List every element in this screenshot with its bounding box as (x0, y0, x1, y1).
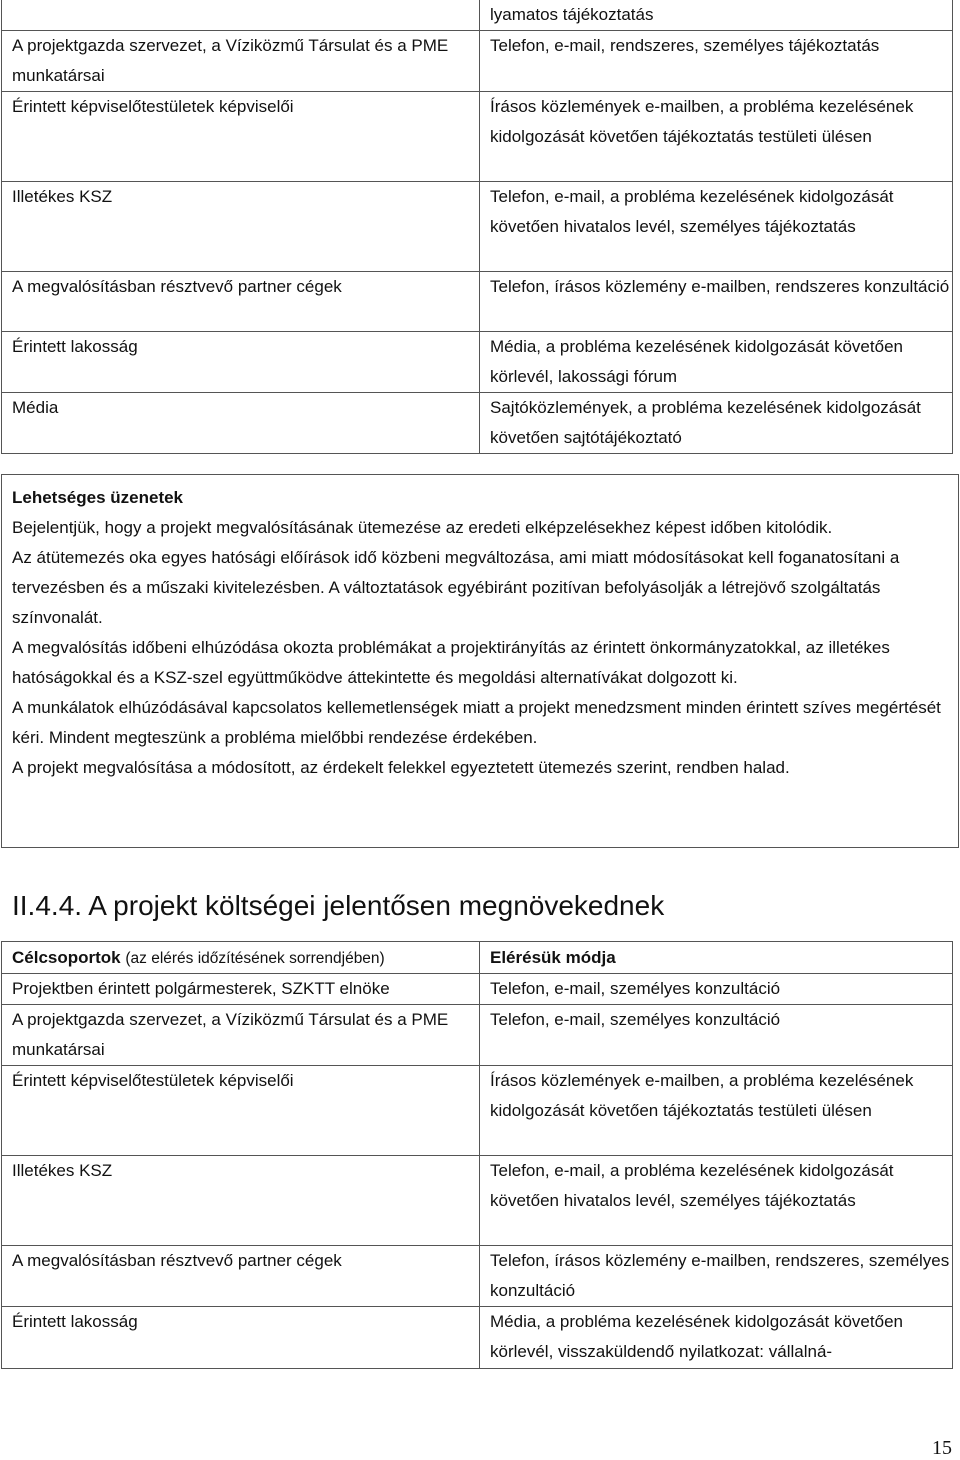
table-cell-method: Média, a probléma kezelésének kidolgozását követően körlevél, lakossági fórum (480, 332, 953, 393)
table-cell-method: Telefon, e-mail, rendszeres, személyes tájékoztatás (480, 31, 953, 92)
header-access-method: Elérésük módja (480, 942, 953, 974)
header-target-groups (2, 942, 480, 974)
page-number: 15 (932, 1437, 952, 1459)
message-paragraph: A munkálatok elhúzódásával kapcsolatos kellemetlenségek miatt a projekt menedzsment minden érintett szíves megértését kéri. Mindent megteszünk a probléma mielőbbi rendezése érdekében. (12, 698, 941, 747)
table-cell-method: Telefon, írásos közlemény e-mailben, rendszeres konzultáció (480, 272, 953, 332)
table-row (2, 393, 953, 454)
table-cell-target: A projektgazda szervezet, a Víziközmű Társulat és a PME munkatársai (2, 31, 480, 92)
table-cell-method: Írásos közlemények e-mailben, a probléma kezelésének kidolgozását követően tájékoztatás testületi ülésen (480, 92, 953, 182)
table-cell-target: A megvalósításban résztvevő partner cégek (2, 272, 480, 332)
table-cell-target: A megvalósításban résztvevő partner cégek (2, 1246, 480, 1307)
table-row (2, 182, 953, 272)
table-cell-target: Érintett lakosság (2, 1307, 480, 1369)
table-cell-target: Érintett képviselőtestületek képviselői (2, 1066, 480, 1156)
table-cell-target: Érintett képviselőtestületek képviselői (2, 92, 480, 182)
table-cell-target: A projektgazda szervezet, a Víziközmű Társulat és a PME munkatársai (2, 1005, 480, 1066)
table-cell-method: Telefon, írásos közlemény e-mailben, rendszeres, személyes konzultáció (480, 1246, 953, 1307)
table-row (2, 1066, 953, 1156)
header-target-groups-note: (az elérés időzítésének sorrendjében) (125, 950, 385, 967)
table-row (2, 1156, 953, 1246)
message-paragraph: Bejelentjük, hogy a projekt megvalósításának ütemezése az eredeti elképzelésekhez képest időben kitolódik. (12, 518, 833, 537)
table-cell-target: Média (2, 393, 480, 454)
table-row (2, 31, 953, 92)
message-paragraph: A megvalósítás időbeni elhúzódása okozta problémákat a projektirányítás az érintett önkormányzatokkal, az illetékes hatóságokkal és a KSZ-szel együttműködve áttekintette és megoldási alternatívákat dolgozott ki. (12, 638, 890, 687)
section-heading: II.4.4. A projekt költségei jelentősen megnövekednek (12, 890, 665, 921)
table-row (2, 332, 953, 393)
message-paragraph: Az átütemezés oka egyes hatósági előírások idő közbeni megváltozása, ami miatt módosításokat kell foganatosítani a tervezésben és a műszaki kivitelezésben. A változtatások egyébiránt pozitívan befolyásolják a létrejövő szolgáltatás színvonalát. (12, 548, 900, 627)
table-cell-target (2, 0, 480, 31)
table-row (2, 1307, 953, 1369)
table-header-row (2, 942, 953, 974)
target-group-table-1 (1, 0, 953, 454)
table-cell-method: Média, a probléma kezelésének kidolgozását követően körlevél, visszaküldendő nyilatkozat: vállalná- (480, 1307, 953, 1369)
target-group-table-2 (1, 941, 953, 1369)
table-cell-method: lyamatos tájékoztatás (480, 0, 953, 31)
table-row (2, 272, 953, 332)
message-paragraph: A projekt megvalósítása a módosított, az érdekelt felekkel egyeztetett ütemezés szerint, rendben halad. (12, 758, 790, 777)
table-row (2, 1246, 953, 1307)
table-cell-target: Érintett lakosság (2, 332, 480, 393)
table-row (2, 974, 953, 1005)
table-row (2, 1005, 953, 1066)
table-cell-target: Projektben érintett polgármesterek, SZKTT elnöke (2, 974, 480, 1005)
table-cell-target: Illetékes KSZ (2, 182, 480, 272)
table-cell-method: Telefon, e-mail, a probléma kezelésének kidolgozását követően hivatalos levél, személyes tájékoztatás (480, 1156, 953, 1246)
table-row (2, 0, 953, 31)
table-cell-method: Írásos közlemények e-mailben, a probléma kezelésének kidolgozását követően tájékoztatás testületi ülésen (480, 1066, 953, 1156)
table-cell-method: Telefon, e-mail, a probléma kezelésének kidolgozását követően hivatalos levél, személyes tájékoztatás (480, 182, 953, 272)
table-cell-method: Telefon, e-mail, személyes konzultáció (480, 974, 953, 1005)
table-cell-method: Sajtóközlemények, a probléma kezelésének kidolgozását követően sajtótájékoztató (480, 393, 953, 454)
possible-messages-box (1, 474, 959, 848)
messages-title: Lehetséges üzenetek (12, 488, 184, 507)
table-cell-method: Telefon, e-mail, személyes konzultáció (480, 1005, 953, 1066)
header-target-groups-label: Célcsoportok (12, 948, 121, 967)
table-cell-target: Illetékes KSZ (2, 1156, 480, 1246)
table-row (2, 92, 953, 182)
